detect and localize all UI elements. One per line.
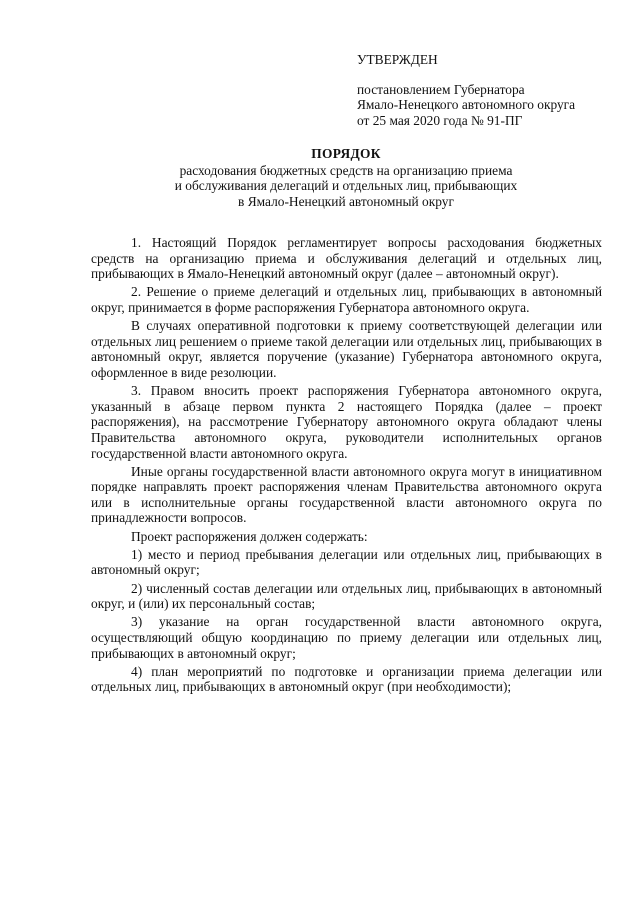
document-subtitle-line: в Ямало-Ненецкий автономный округ bbox=[238, 193, 454, 209]
approval-line: от 25 мая 2020 года № 91-ПГ bbox=[357, 112, 523, 128]
document-body bbox=[91, 235, 602, 698]
list-item: 1) место и период пребывания делегации или отдельных лиц, прибывающих в автономный округ; bbox=[91, 546, 602, 578]
document-subtitle-line: и обслуживания делегаций и отдельных лиц, прибывающих bbox=[174, 178, 518, 193]
paragraph: В случаях оперативной подготовки к приему соответствующей делегации или отдельных лиц решением о приеме такой делегации или отдельных лиц, прибывающих в автономный округ, является поручение (указание) Губернатора автономного округа, оформленное в виде резолюции. bbox=[91, 318, 602, 380]
approval-stamp bbox=[357, 52, 575, 128]
document-title: ПОРЯДОК bbox=[311, 146, 381, 161]
approved-label: УТВЕРЖДЕН bbox=[357, 52, 438, 67]
paragraph: 3. Правом вносить проект распоряжения Губернатора автономного округа, указанный в абзаце первом пункта 2 настоящего Порядка (далее – проект распоряжения), на рассмотрение Губернатору автономного округа обладают члены Правительства автономного округа, руководители исполнительных органов государственной власти автономного округа. bbox=[91, 383, 602, 461]
list-item: 3) указание на орган государственной власти автономного округа, осуществляющий общую координацию по приему делегации или отдельных лиц, прибывающих в автономный округ; bbox=[91, 614, 602, 661]
approval-line: постановлением Губернатора bbox=[357, 81, 525, 97]
document-subtitle-line: расходования бюджетных средств на организацию приема bbox=[179, 162, 513, 178]
document-title-block bbox=[90, 146, 602, 209]
list-item: 2) численный состав делегации или отдельных лиц, прибывающих в автономный округ, и (или) их персональный состав; bbox=[91, 580, 602, 612]
paragraph: Проект распоряжения должен содержать: bbox=[131, 528, 368, 544]
approval-line: Ямало-Ненецкого автономного округа bbox=[357, 97, 576, 112]
list-item: 4) план мероприятий по подготовке и организации приема делегации или отдельных лиц, прибывающих в автономный округ (при необходимости); bbox=[91, 663, 602, 695]
paragraph: Иные органы государственной власти автономного округа могут в инициативном порядке направлять проект распоряжения членам Правительства автономного округа или в исполнительные органы государственной власти автономного округа по принадлежности вопросов. bbox=[91, 463, 602, 526]
paragraph: 2. Решение о приеме делегаций и отдельных лиц, прибывающих в автономный округ, принимается в форме распоряжения Губернатора автономного округа. bbox=[91, 284, 602, 315]
paragraph: 1. Настоящий Порядок регламентирует вопросы расходования бюджетных средств на организацию приема и обслуживания делегаций и отдельных лиц, прибывающих в Ямало-Ненецкий автономный округ (далее – автономный округ). bbox=[91, 235, 602, 282]
